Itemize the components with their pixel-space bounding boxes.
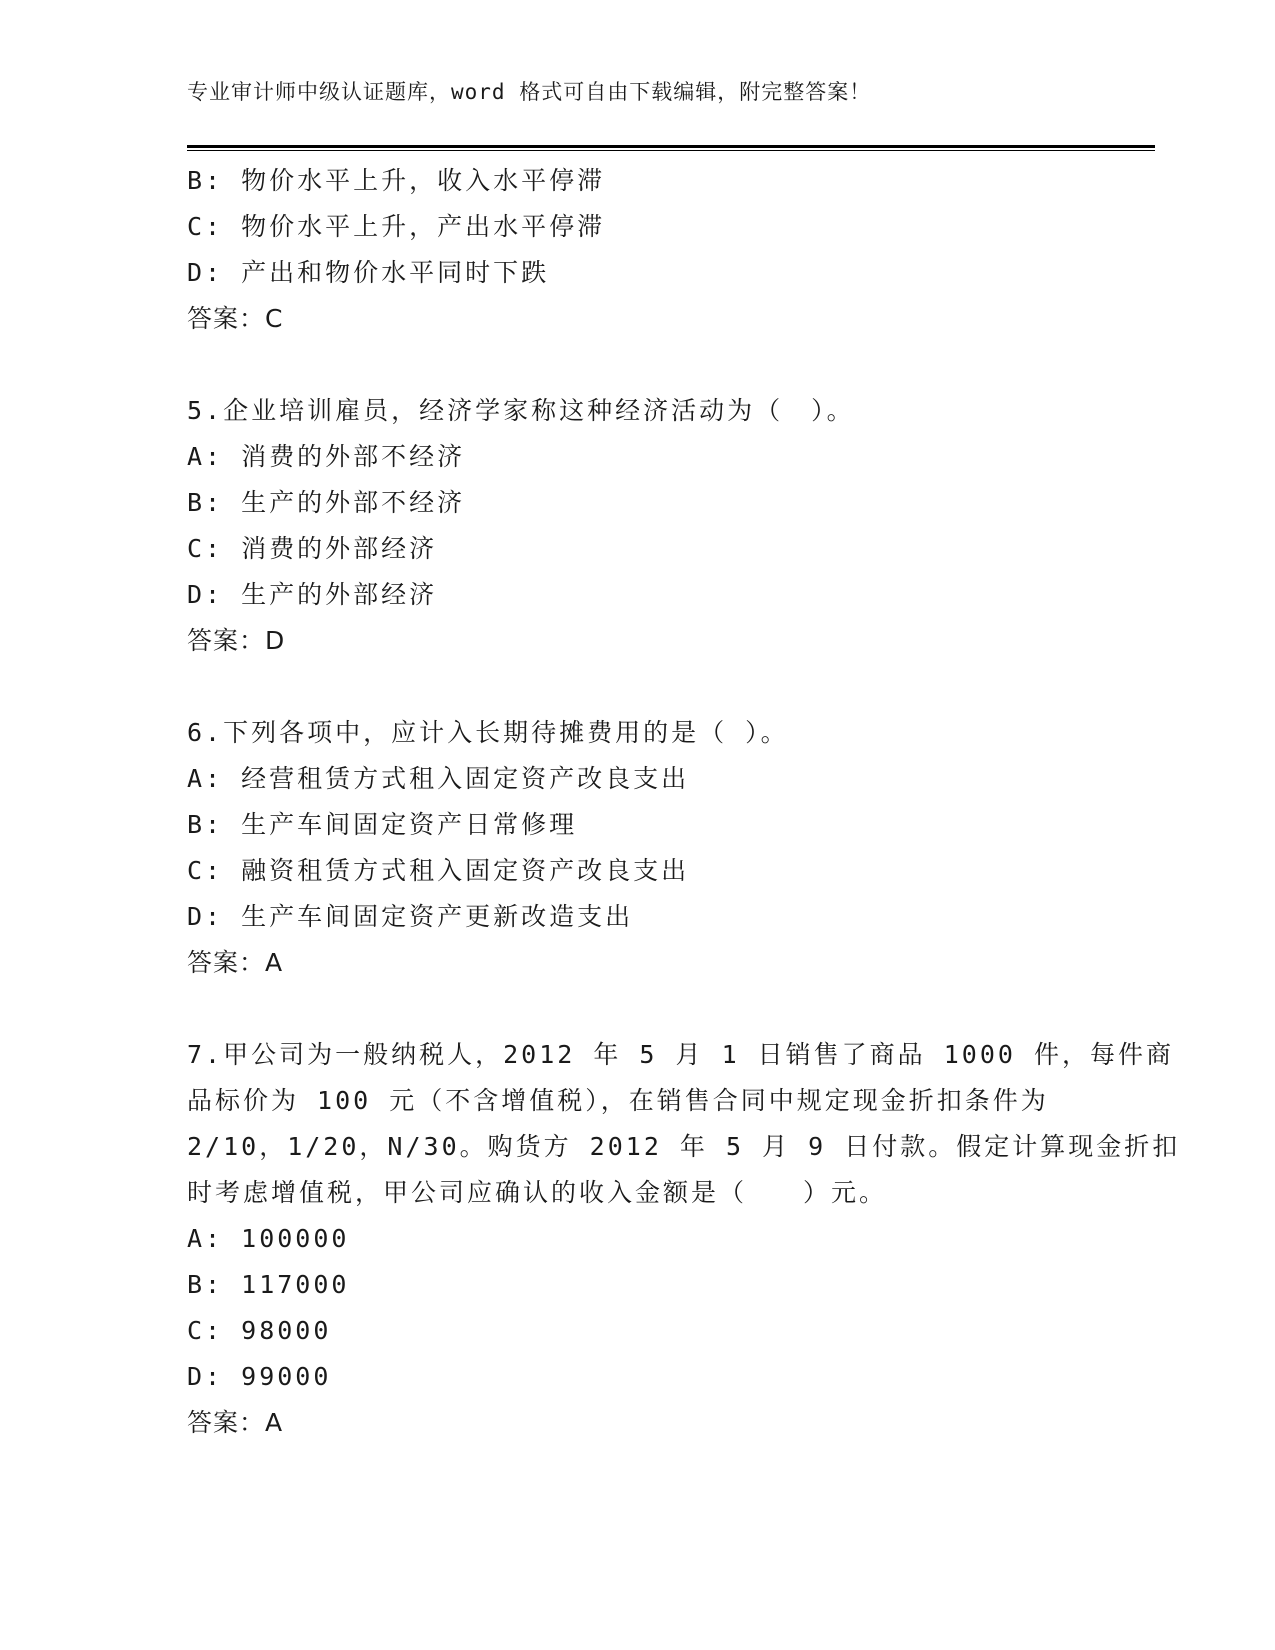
option-a: A: 经营租赁方式租入固定资产改良支出 <box>187 764 690 793</box>
answer: 答案：A <box>187 1408 284 1437</box>
spacer <box>187 342 1087 388</box>
page-header: 专业审计师中级认证题库，word 格式可自由下载编辑，附完整答案！ <box>187 80 872 104</box>
option-a: A: 消费的外部不经济 <box>187 442 466 471</box>
question-stem-line: 7.甲公司为一般纳税人，2012 年 5 月 1 日销售了商品 1000 件，每件商 <box>187 1040 1174 1069</box>
option-c: C: 98000 <box>187 1316 332 1345</box>
header-divider-thin <box>187 150 1155 151</box>
spacer <box>187 664 1087 710</box>
answer: 答案：D <box>187 626 286 655</box>
question-stem-line: 时考虑增值税，甲公司应确认的收入金额是（ ）元。 <box>187 1178 888 1207</box>
document-body <box>187 158 1181 1446</box>
option-b: B: 生产的外部不经济 <box>187 488 466 517</box>
answer: 答案：A <box>187 948 284 977</box>
question-stem: 5.企业培训雇员，经济学家称这种经济活动为（ ）。 <box>187 396 855 425</box>
answer: 答案：C <box>187 304 284 333</box>
option-c: C: 消费的外部经济 <box>187 534 438 563</box>
option-b: B: 物价水平上升，收入水平停滞 <box>187 166 606 195</box>
option-d: D: 产出和物价水平同时下跌 <box>187 258 550 287</box>
option-c: C: 融资租赁方式租入固定资产改良支出 <box>187 856 690 885</box>
question-5-block <box>187 388 1087 664</box>
header-divider <box>187 145 1155 148</box>
question-stem-line: 2/10，1/20，N/30。购货方 2012 年 5 月 9 日付款。假定计算现金折扣 <box>187 1132 1181 1161</box>
question-4-block <box>187 158 1087 342</box>
question-stem: 6.下列各项中，应计入长期待摊费用的是（ ）。 <box>187 718 789 747</box>
option-d: D: 生产的外部经济 <box>187 580 438 609</box>
spacer <box>187 986 1087 1032</box>
question-6-block <box>187 710 1087 986</box>
question-7-block <box>187 1032 1181 1446</box>
option-d: D: 99000 <box>187 1362 332 1391</box>
option-c: C: 物价水平上升，产出水平停滞 <box>187 212 606 241</box>
option-b: B: 117000 <box>187 1270 350 1299</box>
option-a: A: 100000 <box>187 1224 350 1253</box>
question-stem-line: 品标价为 100 元（不含增值税），在销售合同中规定现金折扣条件为 <box>187 1086 1049 1115</box>
option-d: D: 生产车间固定资产更新改造支出 <box>187 902 634 931</box>
option-b: B: 生产车间固定资产日常修理 <box>187 810 578 839</box>
